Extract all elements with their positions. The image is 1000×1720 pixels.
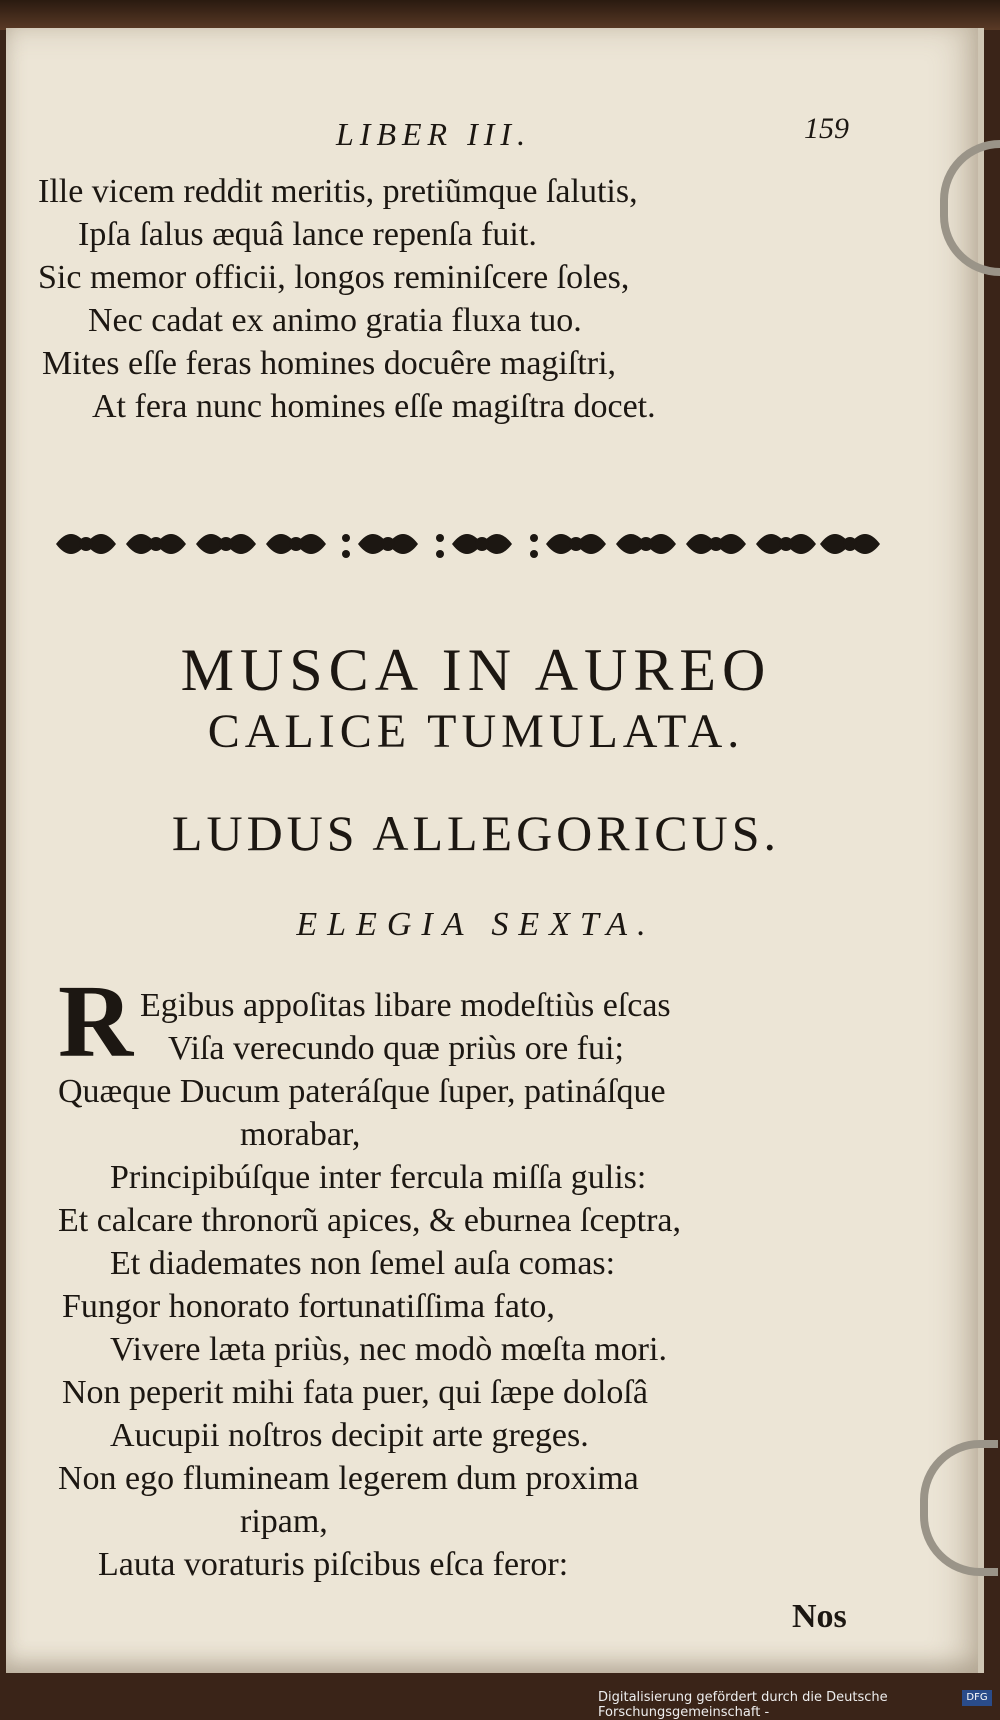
digitization-credit: Digitalisierung gefördert durch die Deutsche Forschungsgemeinschaft - (598, 1690, 888, 1720)
verse-line: Et diademates non ſemel auſa comas: (110, 1245, 616, 1282)
verse-line: Quæque Ducum pateráſque ſuper, patináſque (58, 1073, 666, 1110)
verse-line: Ipſa ſalus æquâ lance repenſa fuit. (78, 216, 537, 253)
title-line-1: MUSCA IN AUREO (180, 637, 772, 703)
verse-line: Non peperit mihi fata puer, qui ſæpe doloſâ (62, 1374, 648, 1411)
title-line-3: LUDUS ALLEGORICUS. (171, 805, 781, 861)
verse-line: Ille vicem reddit meritis, pretiũmque ſalutis, (38, 173, 638, 210)
verse-line: Egibus appoſitas libare modeſtiùs eſcas (140, 987, 671, 1024)
book-binding-top (0, 0, 1000, 30)
verse-line: At fera nunc homines eſſe magiſtra docet. (92, 388, 656, 425)
fleuron-band-icon (48, 516, 888, 574)
verse-line: Mites eſſe feras homines docuêre magiſtri, (42, 345, 617, 382)
verse-line: Fungor honorato fortunatiſſima fato, (62, 1288, 555, 1325)
book-page (6, 28, 984, 1673)
verse-line: Principibúſque inter fercula miſſa gulis: (110, 1159, 647, 1196)
verse-line: Non ego flumineam legerem dum proxima (58, 1460, 639, 1497)
page-number: 159 (804, 112, 849, 145)
catchword: Nos (792, 1598, 847, 1635)
verse-line: Nec cadat ex animo gratia fluxa tuo. (88, 302, 582, 339)
verse-line: Et calcare thronorũ apices, & eburnea ſceptra, (58, 1202, 682, 1239)
dfg-logo-icon: DFG (962, 1690, 992, 1706)
elegy-verse (6, 984, 966, 1586)
verse-line: Vivere læta priùs, nec modò mœſta mori. (110, 1331, 667, 1368)
verse-line: Sic memor officii, longos reminiſcere ſoles, (38, 259, 630, 296)
top-verse (6, 170, 966, 428)
verse-line: Lauta voraturis piſcibus eſca feror: (98, 1546, 569, 1583)
verse-line: Aucupii noſtros decipit arte greges. (110, 1417, 589, 1454)
title-line-2: CALICE TUMULATA. (207, 705, 745, 758)
verse-line: Viſa verecundo quæ priùs ore fui; (168, 1030, 624, 1067)
verse-line: ripam, (240, 1503, 328, 1540)
drop-cap: R (58, 964, 134, 1079)
verse-line: morabar, (240, 1116, 361, 1153)
running-head: LIBER III. (336, 116, 532, 152)
elegy-subtitle: ELEGIA SEXTA. (296, 906, 656, 943)
